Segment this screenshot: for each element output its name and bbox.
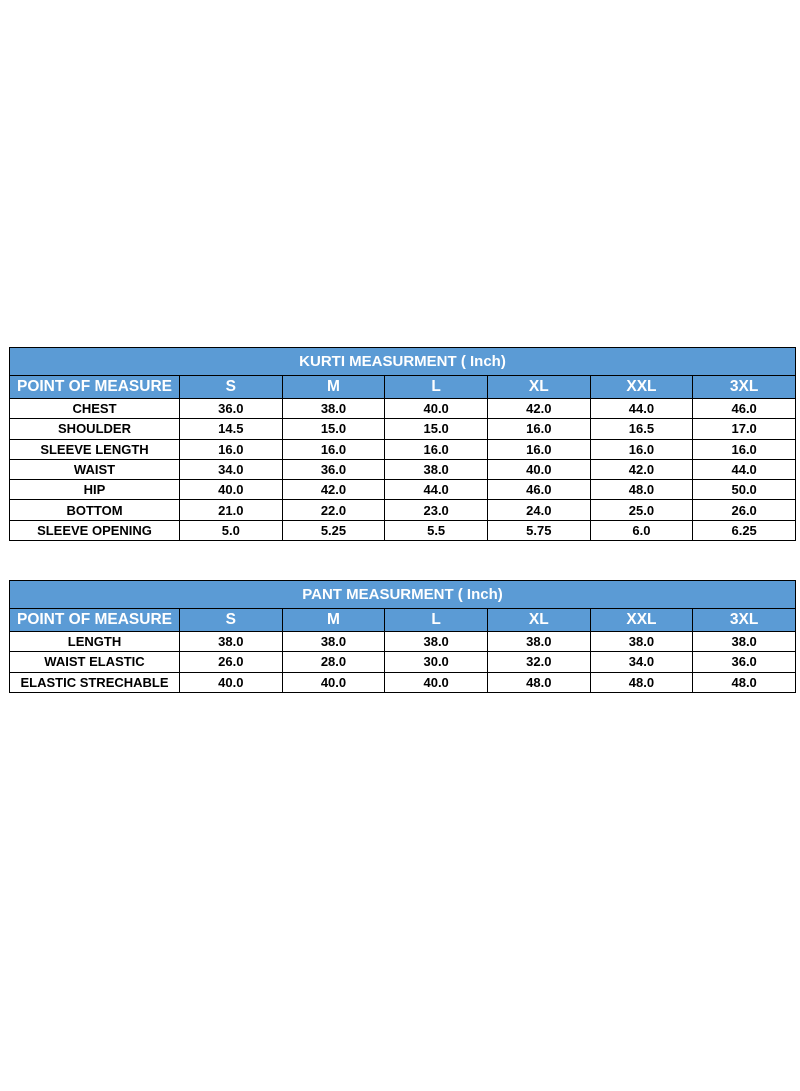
size-column-header: S bbox=[180, 376, 283, 399]
table-title: PANT MEASURMENT ( Inch) bbox=[10, 581, 796, 609]
size-column-header: 3XL bbox=[693, 609, 796, 632]
table-row bbox=[10, 632, 796, 652]
measurement-value-cell: 40.0 bbox=[385, 399, 488, 419]
measurement-value-cell: 40.0 bbox=[282, 672, 385, 692]
measurement-value-cell: 5.0 bbox=[180, 520, 283, 540]
measurement-value-cell: 23.0 bbox=[385, 500, 488, 520]
measurement-value-cell: 26.0 bbox=[180, 652, 283, 672]
measure-label-cell: SLEEVE LENGTH bbox=[10, 439, 180, 459]
measurement-value-cell: 15.0 bbox=[282, 419, 385, 439]
table-row bbox=[10, 439, 796, 459]
measurement-value-cell: 16.0 bbox=[180, 439, 283, 459]
measurement-value-cell: 40.0 bbox=[487, 459, 590, 479]
measurement-value-cell: 42.0 bbox=[590, 459, 693, 479]
point-of-measure-header: POINT OF MEASURE bbox=[10, 376, 180, 399]
measurement-value-cell: 15.0 bbox=[385, 419, 488, 439]
measurement-value-cell: 48.0 bbox=[487, 672, 590, 692]
measurement-value-cell: 25.0 bbox=[590, 500, 693, 520]
measurement-value-cell: 34.0 bbox=[590, 652, 693, 672]
measurement-value-cell: 38.0 bbox=[282, 399, 385, 419]
table-row bbox=[10, 520, 796, 540]
measurement-value-cell: 16.0 bbox=[282, 439, 385, 459]
measurement-value-cell: 6.25 bbox=[693, 520, 796, 540]
measurement-value-cell: 28.0 bbox=[282, 652, 385, 672]
measurement-value-cell: 46.0 bbox=[487, 480, 590, 500]
table-row bbox=[10, 419, 796, 439]
table-row bbox=[10, 500, 796, 520]
measurement-value-cell: 38.0 bbox=[282, 632, 385, 652]
table-row bbox=[10, 459, 796, 479]
measure-label-cell: LENGTH bbox=[10, 632, 180, 652]
table-title: KURTI MEASURMENT ( Inch) bbox=[10, 348, 796, 376]
measurement-value-cell: 16.0 bbox=[487, 419, 590, 439]
point-of-measure-header: POINT OF MEASURE bbox=[10, 609, 180, 632]
size-column-header: XXL bbox=[590, 376, 693, 399]
measurement-value-cell: 16.0 bbox=[487, 439, 590, 459]
measurement-value-cell: 38.0 bbox=[590, 632, 693, 652]
measure-label-cell: WAIST bbox=[10, 459, 180, 479]
size-column-header: L bbox=[385, 609, 488, 632]
measurement-value-cell: 48.0 bbox=[590, 672, 693, 692]
measurement-value-cell: 22.0 bbox=[282, 500, 385, 520]
table-row bbox=[10, 480, 796, 500]
table-title-row bbox=[10, 348, 796, 376]
measurement-value-cell: 16.0 bbox=[385, 439, 488, 459]
size-column-header: M bbox=[282, 376, 385, 399]
measurement-value-cell: 30.0 bbox=[385, 652, 488, 672]
column-header-row bbox=[10, 609, 796, 632]
size-column-header: S bbox=[180, 609, 283, 632]
measure-label-cell: SLEEVE OPENING bbox=[10, 520, 180, 540]
measurement-value-cell: 38.0 bbox=[180, 632, 283, 652]
measurement-value-cell: 5.5 bbox=[385, 520, 488, 540]
measurement-value-cell: 48.0 bbox=[693, 672, 796, 692]
measurement-value-cell: 44.0 bbox=[590, 399, 693, 419]
measurement-value-cell: 36.0 bbox=[693, 652, 796, 672]
measurement-value-cell: 5.25 bbox=[282, 520, 385, 540]
column-header-row bbox=[10, 376, 796, 399]
size-column-header: XXL bbox=[590, 609, 693, 632]
measurement-value-cell: 17.0 bbox=[693, 419, 796, 439]
size-column-header: XL bbox=[487, 376, 590, 399]
measure-label-cell: ELASTIC STRECHABLE bbox=[10, 672, 180, 692]
table-title-row bbox=[10, 581, 796, 609]
measurement-value-cell: 44.0 bbox=[385, 480, 488, 500]
measurement-value-cell: 21.0 bbox=[180, 500, 283, 520]
measure-label-cell: BOTTOM bbox=[10, 500, 180, 520]
size-column-header: L bbox=[385, 376, 488, 399]
measurement-value-cell: 38.0 bbox=[385, 632, 488, 652]
measure-label-cell: CHEST bbox=[10, 399, 180, 419]
measurement-value-cell: 16.0 bbox=[693, 439, 796, 459]
measurement-value-cell: 26.0 bbox=[693, 500, 796, 520]
measurement-value-cell: 50.0 bbox=[693, 480, 796, 500]
measure-label-cell: WAIST ELASTIC bbox=[10, 652, 180, 672]
measurement-value-cell: 34.0 bbox=[180, 459, 283, 479]
measurement-value-cell: 32.0 bbox=[487, 652, 590, 672]
measurement-value-cell: 14.5 bbox=[180, 419, 283, 439]
size-column-header: XL bbox=[487, 609, 590, 632]
measurement-value-cell: 16.0 bbox=[590, 439, 693, 459]
measurement-value-cell: 42.0 bbox=[487, 399, 590, 419]
measure-label-cell: SHOULDER bbox=[10, 419, 180, 439]
measurement-value-cell: 44.0 bbox=[693, 459, 796, 479]
pant-measurement-table bbox=[9, 580, 796, 693]
measurement-value-cell: 5.75 bbox=[487, 520, 590, 540]
measure-label-cell: HIP bbox=[10, 480, 180, 500]
measurement-value-cell: 40.0 bbox=[385, 672, 488, 692]
size-column-header: 3XL bbox=[693, 376, 796, 399]
measurement-value-cell: 46.0 bbox=[693, 399, 796, 419]
measurement-value-cell: 42.0 bbox=[282, 480, 385, 500]
measurement-value-cell: 38.0 bbox=[693, 632, 796, 652]
measurement-value-cell: 24.0 bbox=[487, 500, 590, 520]
measurement-value-cell: 40.0 bbox=[180, 480, 283, 500]
measurement-value-cell: 36.0 bbox=[180, 399, 283, 419]
size-column-header: M bbox=[282, 609, 385, 632]
measurement-value-cell: 16.5 bbox=[590, 419, 693, 439]
measurement-value-cell: 38.0 bbox=[385, 459, 488, 479]
table-row bbox=[10, 652, 796, 672]
measurement-value-cell: 48.0 bbox=[590, 480, 693, 500]
table-row bbox=[10, 672, 796, 692]
measurement-value-cell: 40.0 bbox=[180, 672, 283, 692]
kurti-measurement-table bbox=[9, 347, 796, 541]
table-row bbox=[10, 399, 796, 419]
measurement-value-cell: 38.0 bbox=[487, 632, 590, 652]
measurement-value-cell: 36.0 bbox=[282, 459, 385, 479]
measurement-value-cell: 6.0 bbox=[590, 520, 693, 540]
